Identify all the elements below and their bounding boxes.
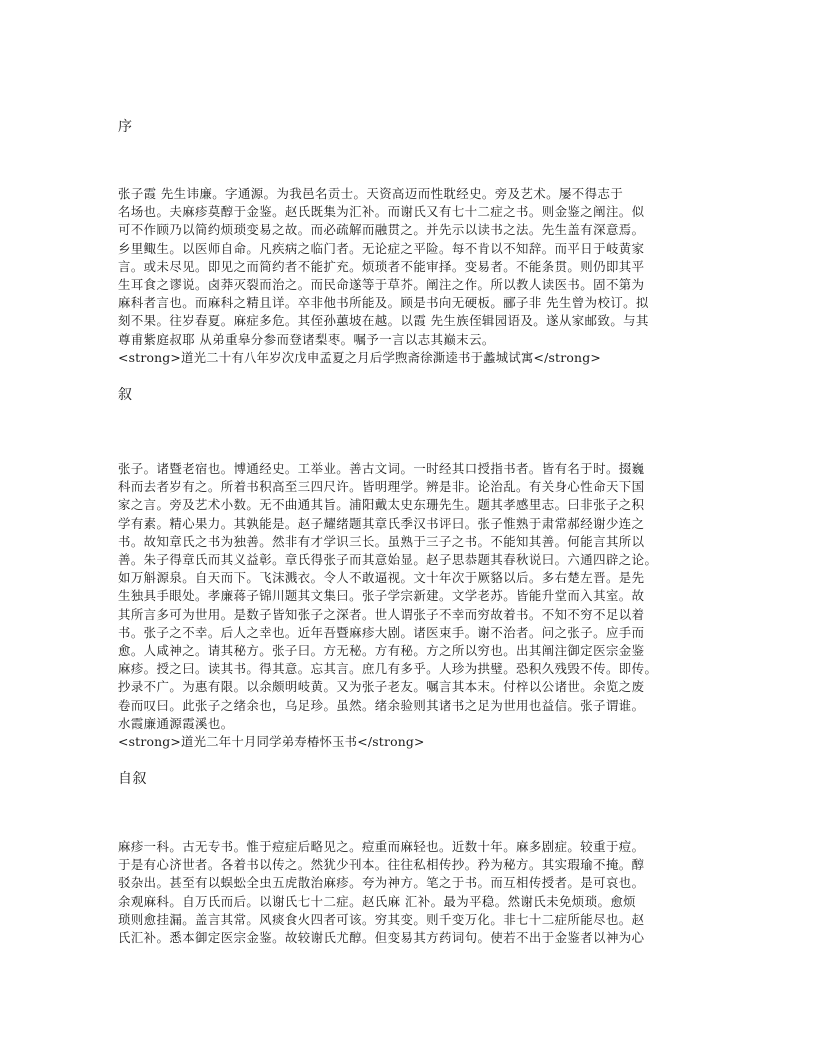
preface-heading: 序 xyxy=(118,119,133,135)
author-preface-body: 麻疹一科。古无专书。惟于痘症后略见之。痘重而麻轻也。近数十年。麻多剧症。较重于痘。 于是有心济世者。各着书以传之。然犹少刊本。往往私相传抄。矜为秘方。其实瑕瑜不掩。醇 驳杂出。甚至有以蜈蚣全虫五虎散治麻疹。夸为神方。笔之于书。而互相传授者。是可哀也。 余观麻科。自万氏而后。以谢氏七十二症。赵氏麻 汇补。最为平稳。然谢氏未免烦琐。愈烦 琐则愈挂漏。盖言其常。风痰食火四者可该。穷其变。则千变万化。非七十二症所能尽也。赵 氏汇补。悉本御定医宗金鉴。故较谢氏尤醇。但变易其方药词句。使若不出于金鉴者以神为心 xyxy=(118,839,645,946)
preface-signature: <strong>道光二十有八年岁次戊申孟夏之月后学煦斋徐澌逵书于蠡城试寓</strong> xyxy=(118,350,601,365)
foreword-body: 张子。诸暨老宿也。博通经史。工举业。善古文词。一时经其口授指书者。皆有名于时。掇巍 科而去者岁有之。所着书积高至三四尺许。皆明理学。辨是非。论治乱。有关身心性命天下国 家之言。旁及艺术小数。无不曲通其旨。浦阳戴太史东珊先生。题其孝感里志。曰非张子之积 学有素。精心果力。其孰能是。赵子耀绪题其章氏季汉书评曰。张子惟熟于肃常郝经谢少连之 书。故知章氏之书为独善。然非有才学识三长。虽熟于三子之书。不能知其善。何能言其所以 善。朱子得章氏而其义益彰。章氏得张子而其意始显。赵子思恭题其春秋说曰。六通四辟之论。 如万斛源泉。自天而下。飞沫溅衣。令人不敢逼视。文十年次于厥貉以后。多右楚左晋。是先 生独具手眼处。孝廉蒋子锦川题其文集曰。张子学宗新建。文学老苏。皆能升堂而入其室。故 其所言多可为世用。是数子皆知张子之深者。世人谓张子不幸而穷故着书。不知不穷不足以着 书。张子之不幸。后人之幸也。近年吾暨麻疹大剧。诸医束手。谢不治者。问之张子。应手而 愈。人咸神之。请其秘方。张子曰。方无秘。方有秘。方之所以穷也。出其阐注御定医宗金鉴 麻疹。授之曰。读其书。得其意。忘其言。庶几有多乎。人珍为拱璧。恐积久残毁不传。即传。 抄录不广。为惠有限。以余颇明岐黄。又为张子老友。嘱言其本末。付梓以公诸世。余览之废 卷而叹曰。此张子之绪余也，乌足珍。虽然。绪余验则其诸书之足为世用也益信。张子谓谁。 水霞廉通源霞溪也。 xyxy=(118,461,658,731)
author-preface-heading: 自叙 xyxy=(118,771,147,787)
foreword-heading: 叙 xyxy=(118,387,133,403)
preface-body: 张子霞 先生讳廉。字通源。为我邑名贡士。天资高迈而性耽经史。旁及艺术。屡不得志于 名场也。夫麻疹莫醇于金鉴。赵氏既集为汇补。而谢氏又有七十二症之书。则金鉴之阐注。似 可不作顾乃以简约烦琐变易之故。而必疏解而融贯之。并先示以读书之法。先生盖有深意焉。 乡里鲰生。以医师自命。凡疾病之临门者。无论症之平险。每不肯以不知辞。而平日于岐黄家 言。或未尽见。即见之而简约者不能扩充。烦琐者不能审择。变易者。不能条贯。则仍即其平 生耳食之谬说。卤莽灭裂而治之。而民命遂等于草芥。阐注之作。所以教人读医书。固不第为 麻科者言也。而麻科之精且详。卒非他书所能及。顾是书向无硬板。郦子非 先生曾为校订。拟 刻不果。往岁春夏。麻症多危。其侄孙蕙坡在越。以霞 先生族侄辑园语及。遂从家邮致。与其 尊甫紫庭叔耶 从弟重皋分参而登诸梨枣。嘱予一言以志其巅末云。 xyxy=(118,186,649,347)
foreword-signature: <strong>道光二年十月同学弟寿椿怀玉书</strong> xyxy=(118,734,425,749)
